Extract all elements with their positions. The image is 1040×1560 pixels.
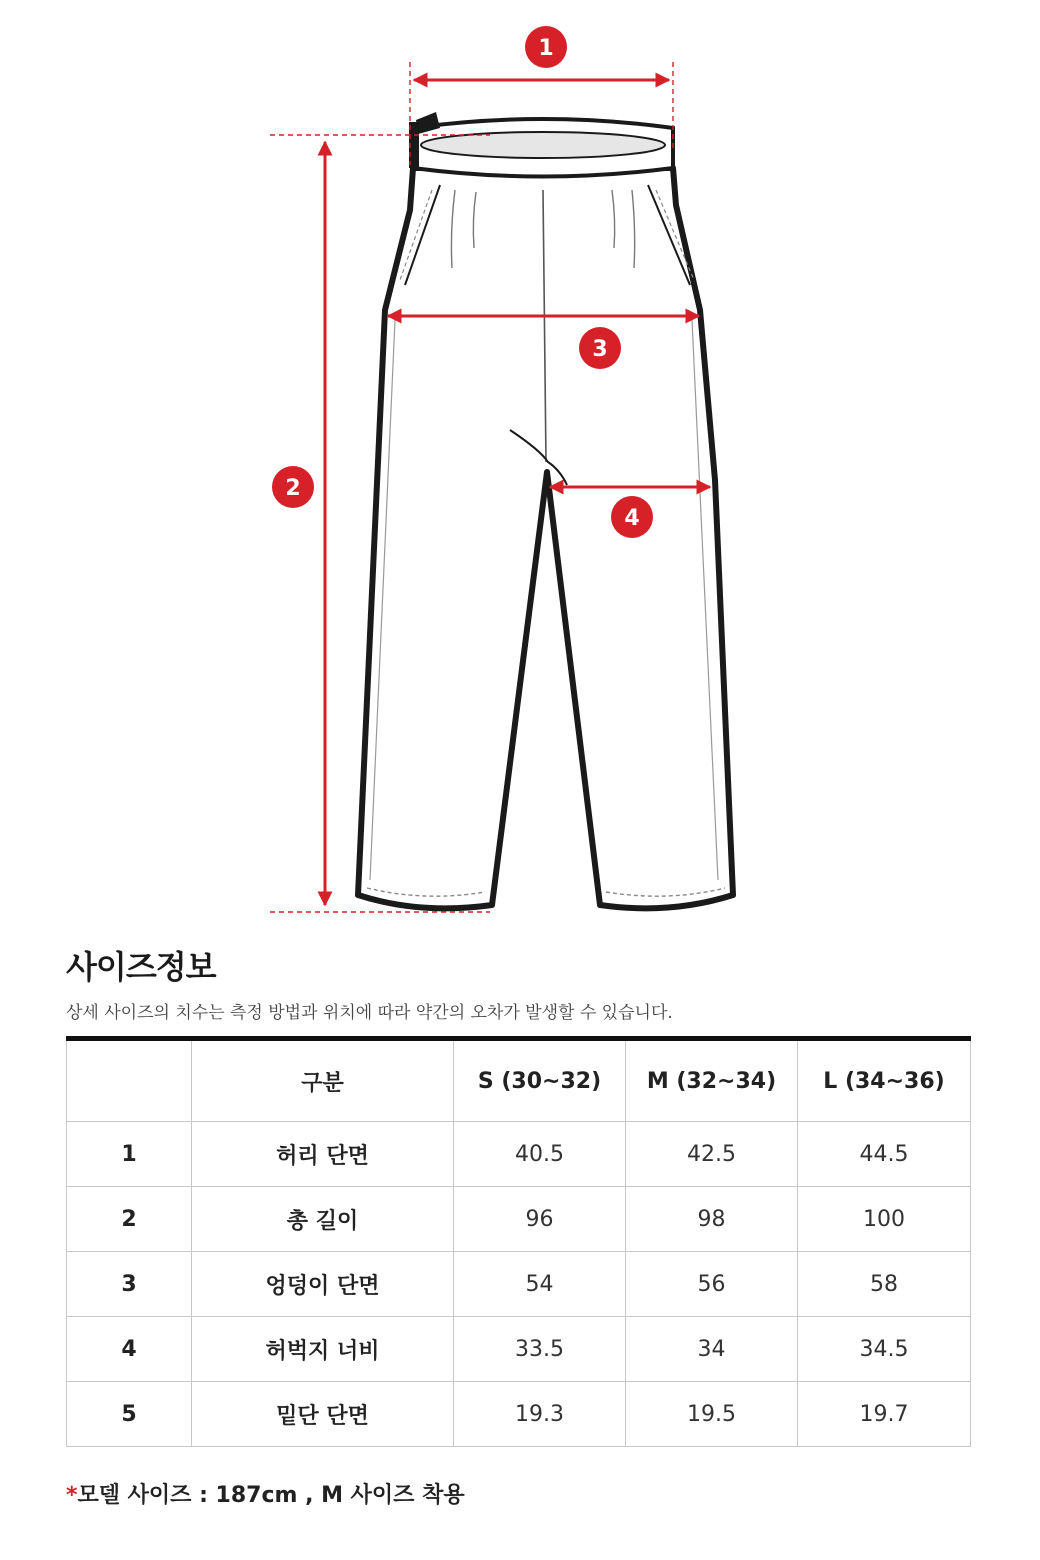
value-s: 19.3 <box>454 1382 626 1447</box>
header-no <box>67 1039 192 1122</box>
row-label: 엉덩이 단면 <box>192 1252 454 1317</box>
row-number: 4 <box>67 1317 192 1382</box>
header-category: 구분 <box>192 1039 454 1122</box>
row-label: 밑단 단면 <box>192 1382 454 1447</box>
table-row <box>67 1252 971 1317</box>
row-number: 3 <box>67 1252 192 1317</box>
marker-2 <box>272 466 314 508</box>
value-s: 54 <box>454 1252 626 1317</box>
value-l: 34.5 <box>798 1317 971 1382</box>
row-number: 2 <box>67 1187 192 1252</box>
model-size-note <box>66 1478 465 1509</box>
value-s: 40.5 <box>454 1122 626 1187</box>
marker-3 <box>579 327 621 369</box>
marker-4-label: 4 <box>624 506 640 531</box>
size-info-note: 상세 사이즈의 치수는 측정 방법과 위치에 따라 약간의 오차가 발생할 수 있습니다. <box>66 1003 673 1023</box>
footnote-star: * <box>66 1483 78 1508</box>
table-header-row <box>67 1039 971 1122</box>
value-m: 98 <box>626 1187 798 1252</box>
marker-1-label: 1 <box>538 36 554 61</box>
marker-3-label: 3 <box>592 337 608 362</box>
value-l: 19.7 <box>798 1382 971 1447</box>
table-row <box>67 1317 971 1382</box>
marker-2-label: 2 <box>285 476 301 501</box>
row-number: 5 <box>67 1382 192 1447</box>
value-m: 19.5 <box>626 1382 798 1447</box>
value-m: 34 <box>626 1317 798 1382</box>
row-label: 허벅지 너비 <box>192 1317 454 1382</box>
value-l: 100 <box>798 1187 971 1252</box>
table-row <box>67 1122 971 1187</box>
pants-outline <box>358 168 733 908</box>
size-info-title: 사이즈정보 <box>66 948 216 986</box>
value-m: 56 <box>626 1252 798 1317</box>
value-s: 96 <box>454 1187 626 1252</box>
pants-drawing <box>358 112 733 908</box>
marker-1 <box>525 26 567 68</box>
header-size-m: M (32~34) <box>626 1039 798 1122</box>
header-size-l: L (34~36) <box>798 1039 971 1122</box>
row-number: 1 <box>67 1122 192 1187</box>
marker-4 <box>611 496 653 538</box>
value-l: 58 <box>798 1252 971 1317</box>
size-table <box>66 1036 971 1447</box>
table-row <box>67 1382 971 1447</box>
header-size-s: S (30~32) <box>454 1039 626 1122</box>
value-s: 33.5 <box>454 1317 626 1382</box>
value-l: 44.5 <box>798 1122 971 1187</box>
table-row <box>67 1187 971 1252</box>
footnote-text: 모델 사이즈 : 187cm , M 사이즈 착용 <box>77 1483 465 1508</box>
row-label: 허리 단면 <box>192 1122 454 1187</box>
row-label: 총 길이 <box>192 1187 454 1252</box>
value-m: 42.5 <box>626 1122 798 1187</box>
